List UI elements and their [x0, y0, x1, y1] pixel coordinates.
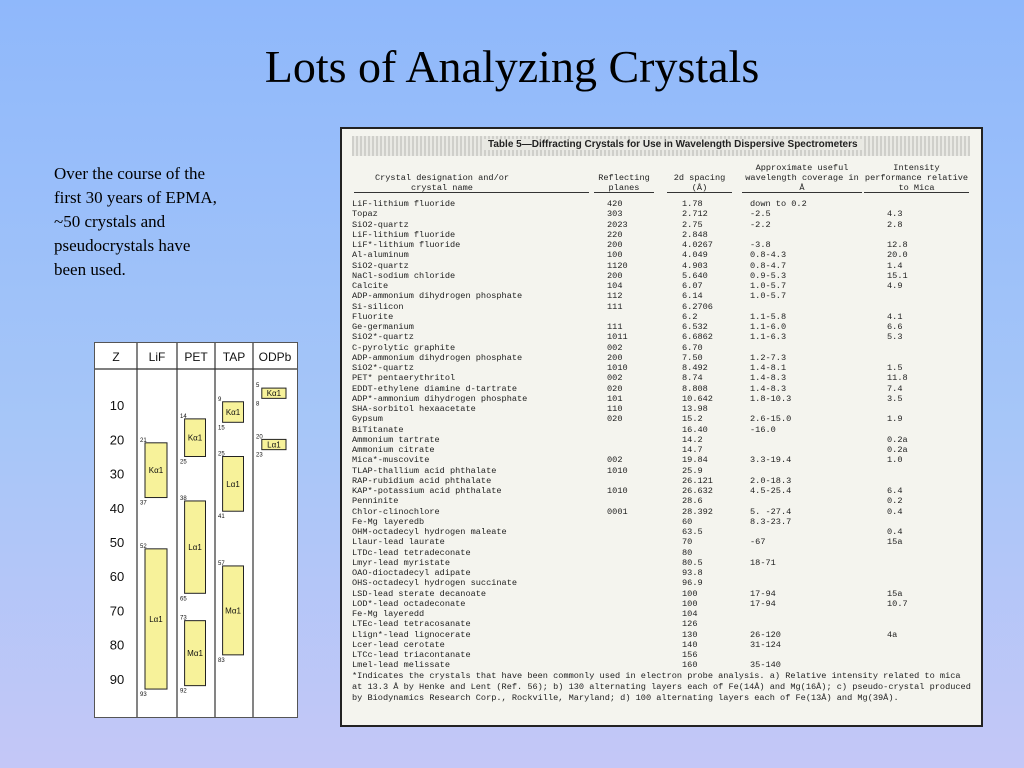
cell-designation: LTEc-lead tetracosanate	[352, 619, 471, 630]
header-designation: Crystal designation and/or crystal name	[374, 173, 510, 193]
cell-coverage: 1.1-6.0	[750, 322, 787, 332]
cell-2d: 2.75	[682, 219, 703, 230]
cell-intensity: 0.2	[887, 496, 903, 507]
cell-designation: PET* pentaerythritol	[352, 373, 456, 384]
cell-2d: 130	[682, 629, 698, 640]
chart-header-z: Z	[112, 350, 120, 364]
range-bar-end-z: 15	[218, 425, 225, 432]
cell-intensity: 15a	[887, 588, 903, 599]
cell-designation: Fluorite	[352, 311, 394, 322]
cell-2d: 6.532	[682, 322, 708, 332]
cell-intensity: 4a	[887, 629, 898, 640]
cell-coverage: 0.8-4.7	[750, 260, 787, 271]
cell-planes: 1010	[607, 363, 628, 373]
cell-designation: Mica*-muscovite	[352, 455, 430, 466]
cell-designation: Lmel-lead melissate	[352, 660, 450, 671]
crystal-range-chart	[94, 342, 298, 718]
cell-intensity: 4.1	[887, 311, 903, 322]
cell-coverage: 18-71	[750, 557, 776, 568]
cell-planes: 110	[607, 404, 623, 414]
cell-designation: Topaz	[352, 209, 378, 220]
cell-2d: 4.903	[682, 260, 708, 271]
cell-2d: 8.74	[682, 373, 703, 384]
crystal-range-svg	[95, 343, 297, 717]
cell-coverage: 0.8-4.3	[750, 250, 787, 261]
cell-designation: EDDT-ethylene diamine d-tartrate	[352, 383, 518, 394]
range-bar-line-label: Mα1	[187, 649, 203, 659]
cell-2d: 6.2	[682, 311, 698, 322]
cell-coverage: 4.5-25.4	[750, 486, 792, 496]
cell-coverage: -2.5	[750, 209, 771, 220]
z-tick-label: 70	[109, 603, 125, 619]
cell-planes: 020	[607, 383, 623, 394]
cell-intensity: 2.8	[887, 219, 903, 230]
cell-designation: LiF*-lithium fluoride	[352, 240, 461, 250]
cell-intensity: 6.4	[887, 486, 903, 496]
cell-intensity: 1.0	[887, 455, 903, 466]
cell-2d: 6.2706	[682, 301, 713, 312]
cell-designation: Penninite	[352, 496, 399, 507]
header-planes: Reflecting planes	[598, 173, 650, 193]
cell-planes: 200	[607, 270, 623, 281]
cell-coverage: -2.2	[750, 219, 771, 230]
cell-designation: C-pyrolytic graphite	[352, 342, 456, 353]
range-bar-line-label: Lα1	[149, 614, 163, 624]
cell-2d: 100	[682, 598, 698, 609]
cell-intensity: 7.4	[887, 383, 903, 394]
cell-planes: 020	[607, 414, 623, 425]
range-bar-start-z: 73	[180, 615, 187, 622]
z-tick-label: 30	[109, 466, 125, 482]
cell-intensity: 1.4	[887, 260, 903, 271]
cell-intensity: 5.3	[887, 332, 903, 343]
cell-intensity: 3.5	[887, 393, 903, 404]
cell-designation: Lcer-lead cerotate	[352, 639, 445, 650]
cell-2d: 100	[682, 588, 698, 599]
z-tick-label: 50	[109, 535, 125, 550]
cell-designation: LSD-lead sterate decanoate	[352, 588, 487, 599]
cell-designation: LiF-lithium fluoride	[352, 229, 456, 240]
cell-2d: 63.5	[682, 527, 703, 537]
cell-planes: 1010	[607, 465, 628, 476]
cell-designation: LiF-lithium fluoride	[352, 199, 456, 209]
header-wavelength: Approximate useful wavelength coverage in Å	[745, 163, 859, 193]
cell-designation: KAP*-potassium acid phthalate	[352, 486, 502, 496]
cell-designation: Lmyr-lead myristate	[352, 557, 450, 568]
cell-2d: 28.6	[682, 496, 703, 507]
cell-2d: 15.2	[682, 414, 703, 425]
cell-2d: 19.84	[682, 455, 708, 466]
cell-coverage: 1.0-5.7	[750, 291, 787, 302]
cell-coverage: 2.6-15.0	[750, 414, 792, 425]
cell-designation: ADP*-ammonium dihydrogen phosphate	[352, 393, 528, 404]
cell-2d: 28.392	[682, 506, 713, 517]
cell-coverage: -67	[750, 537, 766, 548]
range-bar-line-label: Kα1	[148, 466, 164, 476]
cell-intensity: 20.0	[887, 250, 908, 261]
range-bar-end-z: 8	[256, 401, 260, 408]
cell-coverage: 5. -27.4	[750, 506, 792, 517]
cell-planes: 100	[607, 250, 623, 261]
cell-planes: 101	[607, 393, 623, 404]
cell-coverage: 1.1-6.3	[750, 332, 787, 343]
cell-planes: 112	[607, 291, 623, 302]
header-rule	[594, 192, 654, 193]
cell-2d: 2.712	[682, 209, 708, 220]
intro-text: Over the course of the first 30 years of EPMA, ~50 crystals and pseudocrystals have been used.	[54, 164, 217, 279]
cell-2d: 126	[682, 619, 698, 630]
cell-planes: 111	[607, 322, 623, 332]
cell-intensity: 4.3	[887, 209, 903, 220]
cell-2d: 8.492	[682, 363, 708, 373]
cell-2d: 60	[682, 516, 693, 527]
cell-designation: BiTitanate	[352, 424, 404, 435]
cell-intensity: 10.7	[887, 598, 908, 609]
cell-intensity: 12.8	[887, 240, 908, 250]
range-bar-line-label: Kα1	[225, 408, 241, 418]
cell-2d: 93.8	[682, 568, 703, 578]
header-intensity: Intensity performance relative to Mica	[864, 163, 969, 193]
cell-designation: SiO2-quartz	[352, 219, 409, 230]
cell-designation: SHA-sorbitol hexaacetate	[352, 404, 476, 414]
cell-designation: NaCl-sodium chloride	[352, 270, 456, 281]
cell-2d: 6.6862	[682, 332, 713, 343]
cell-planes: 1120	[607, 260, 628, 271]
cell-coverage: 3.3-19.4	[750, 455, 792, 466]
cell-designation: OAO-dioctadecyl adipate	[352, 568, 471, 578]
cell-intensity: 0.4	[887, 506, 903, 517]
range-bar-start-z: 21	[140, 437, 147, 444]
cell-designation: OHM-octadecyl hydrogen maleate	[352, 527, 507, 537]
table-footnotes: *Indicates the crystals that have been commonly used in electron probe analysis. a) Relative intensity related to mica at 13.3 Å by Henke and Lent (Ref. 56); b) 130 alternating layers each of Fe(14Å) and Mg(16Å); c) pseudo-crystal produced by Biodynamics Research Corp., Rockville, Maryland; d) 100 alternating layers each of Fe(13Å) and Mg(39Å).	[352, 671, 971, 703]
z-tick-label: 80	[109, 637, 125, 653]
cell-planes: 0001	[607, 506, 628, 517]
cell-designation: Gypsum	[352, 414, 383, 425]
cell-planes: 002	[607, 455, 623, 466]
cell-designation: Llign*-lead lignocerate	[352, 629, 471, 640]
cell-designation: Calcite	[352, 281, 389, 291]
range-bar-start-z: 9	[218, 396, 222, 403]
range-bar-start-z: 14	[180, 413, 187, 420]
cell-intensity: 1.9	[887, 414, 903, 425]
cell-coverage: 2.0-18.3	[750, 475, 792, 486]
range-bar-start-z: 25	[218, 451, 225, 458]
cell-2d: 70	[682, 537, 693, 548]
z-tick-label: 60	[109, 569, 125, 585]
cell-designation: OHS-octadecyl hydrogen succinate	[352, 578, 518, 589]
cell-coverage: 35-140	[750, 660, 781, 671]
cell-2d: 140	[682, 639, 698, 650]
slide-title: Lots of Analyzing Crystals	[264, 41, 760, 92]
cell-2d: 80	[682, 547, 693, 558]
chart-header-tap: TAP	[222, 350, 246, 364]
cell-intensity: 11.8	[887, 373, 908, 384]
header-rule	[864, 192, 969, 193]
range-bar-end-z: 83	[218, 657, 225, 664]
chart-header-odpb: ODPb	[258, 350, 292, 364]
cell-planes: 002	[607, 342, 623, 353]
range-bar-start-z: 38	[180, 495, 187, 502]
cell-planes: 111	[607, 301, 623, 312]
cell-coverage: 1.1-5.8	[750, 311, 787, 322]
header-rule	[354, 192, 589, 193]
header-rule	[742, 192, 862, 193]
cell-planes: 200	[607, 352, 623, 363]
cell-coverage: down to 0.2	[750, 199, 807, 209]
cell-planes: 1010	[607, 486, 628, 496]
cell-designation: Llaur-lead laurate	[352, 537, 445, 548]
cell-planes: 002	[607, 373, 623, 384]
table-row	[352, 660, 972, 671]
cell-coverage: 26-120	[750, 629, 781, 640]
cell-2d: 14.2	[682, 434, 703, 445]
cell-coverage: -3.8	[750, 240, 771, 250]
cell-coverage: 1.4-8.3	[750, 373, 787, 384]
range-bar-line-label: Lα1	[267, 440, 281, 450]
cell-designation: SiO2*-quartz	[352, 332, 414, 343]
range-bar-line-label: Lα1	[188, 543, 202, 553]
z-tick-label: 40	[109, 500, 125, 516]
cell-intensity: 0.2a	[887, 434, 908, 445]
cell-designation: RAP-rubidium acid phthalate	[352, 475, 492, 486]
cell-2d: 10.642	[682, 393, 713, 404]
cell-intensity: 0.2a	[887, 445, 908, 455]
cell-2d: 4.049	[682, 250, 708, 261]
cell-2d: 26.121	[682, 475, 713, 486]
cell-coverage: 0.9-5.3	[750, 270, 787, 281]
cell-designation: ADP-ammonium dihydrogen phosphate	[352, 291, 523, 302]
cell-2d: 1.78	[682, 199, 703, 209]
cell-2d: 14.7	[682, 445, 703, 455]
cell-coverage: 1.4-8.3	[750, 383, 787, 394]
cell-coverage: 31-124	[750, 639, 781, 650]
cell-2d: 80.5	[682, 557, 703, 568]
range-bar-line-label: Lα1	[226, 479, 240, 489]
range-bar-end-z: 25	[180, 459, 187, 466]
chart-header-pet: PET	[184, 350, 208, 364]
cell-2d: 160	[682, 660, 698, 671]
cell-planes: 2023	[607, 219, 628, 230]
cell-coverage: -16.0	[750, 424, 776, 435]
cell-2d: 13.98	[682, 404, 708, 414]
cell-2d: 6.14	[682, 291, 703, 302]
cell-intensity: 6.6	[887, 322, 903, 332]
cell-intensity: 0.4	[887, 527, 903, 537]
range-bar-end-z: 92	[180, 688, 187, 695]
cell-coverage: 1.0-5.7	[750, 281, 787, 291]
cell-designation: LOD*-lead octadeconate	[352, 598, 466, 609]
range-bar-line-label: Kα1	[187, 433, 203, 443]
cell-planes: 303	[607, 209, 623, 220]
range-bar-start-z: 5	[256, 383, 260, 390]
range-bar-start-z: 20	[256, 434, 263, 441]
table-caption-bar	[352, 136, 970, 156]
range-bar-start-z: 57	[218, 560, 225, 567]
cell-2d: 6.07	[682, 281, 703, 291]
crystal-table	[340, 127, 983, 727]
cell-2d: 156	[682, 650, 698, 660]
cell-coverage: 8.3-23.7	[750, 516, 792, 527]
range-bar-end-z: 23	[256, 452, 263, 459]
cell-designation: TLAP-thallium acid phthalate	[352, 465, 497, 476]
cell-designation: SiO2-quartz	[352, 260, 409, 271]
cell-2d: 26.632	[682, 486, 713, 496]
cell-2d: 2.848	[682, 229, 708, 240]
cell-2d: 8.808	[682, 383, 708, 394]
cell-intensity: 15.1	[887, 270, 908, 281]
range-bar-end-z: 93	[140, 692, 147, 699]
cell-2d: 16.40	[682, 424, 708, 435]
range-bar-line-label: Mα1	[225, 606, 241, 616]
cell-2d: 6.70	[682, 342, 703, 353]
cell-2d: 4.0267	[682, 240, 713, 250]
cell-2d: 5.640	[682, 270, 708, 281]
cell-coverage: 17-94	[750, 588, 776, 599]
cell-designation: Fe-Mg layeredd	[352, 609, 425, 619]
cell-intensity: 4.9	[887, 281, 903, 291]
table-caption: Table 5—Diffracting Crystals for Use in Wavelength Dispersive Spectrometers	[484, 139, 862, 150]
cell-designation: Si-silicon	[352, 301, 404, 312]
cell-designation: Ge-germanium	[352, 322, 414, 332]
cell-planes: 420	[607, 199, 623, 209]
header-rule	[667, 192, 732, 193]
cell-2d: 7.50	[682, 352, 703, 363]
cell-designation: Chlor-clinochlore	[352, 506, 440, 517]
cell-coverage: 1.4-8.1	[750, 363, 787, 373]
range-bar-end-z: 37	[140, 500, 147, 507]
cell-designation: Al-aluminum	[352, 250, 409, 261]
range-bar-end-z: 65	[180, 596, 187, 603]
cell-intensity: 15a	[887, 537, 903, 548]
cell-planes: 220	[607, 229, 623, 240]
cell-designation: LTCc-lead triacontanate	[352, 650, 471, 660]
cell-2d: 96.9	[682, 578, 703, 589]
cell-designation: SiO2*-quartz	[352, 363, 414, 373]
cell-2d: 104	[682, 609, 698, 619]
cell-coverage: 17-94	[750, 598, 776, 609]
cell-intensity: 1.5	[887, 363, 903, 373]
cell-designation: Ammonium citrate	[352, 445, 435, 455]
chart-header-lif: LiF	[148, 350, 166, 364]
cell-designation: ADP-ammonium dihydrogen phosphate	[352, 352, 523, 363]
cell-planes: 1011	[607, 332, 628, 343]
header-2d-spacing: 2d spacing (Å)	[673, 173, 726, 193]
cell-coverage: 1.2-7.3	[750, 352, 787, 363]
z-tick-label: 20	[109, 432, 125, 448]
cell-designation: Fe-Mg layeredb	[352, 516, 425, 527]
cell-planes: 104	[607, 281, 623, 291]
range-bar-start-z: 52	[140, 543, 147, 550]
range-bar-end-z: 41	[218, 514, 225, 521]
range-bar-line-label: Kα1	[266, 389, 282, 399]
cell-planes: 200	[607, 240, 623, 250]
z-tick-label: 90	[109, 671, 125, 687]
cell-designation: Ammonium tartrate	[352, 434, 440, 445]
cell-designation: LTDc-lead tetradeconate	[352, 547, 471, 558]
cell-2d: 25.9	[682, 465, 703, 476]
cell-coverage: 1.8-10.3	[750, 393, 792, 404]
z-tick-label: 10	[109, 398, 125, 414]
